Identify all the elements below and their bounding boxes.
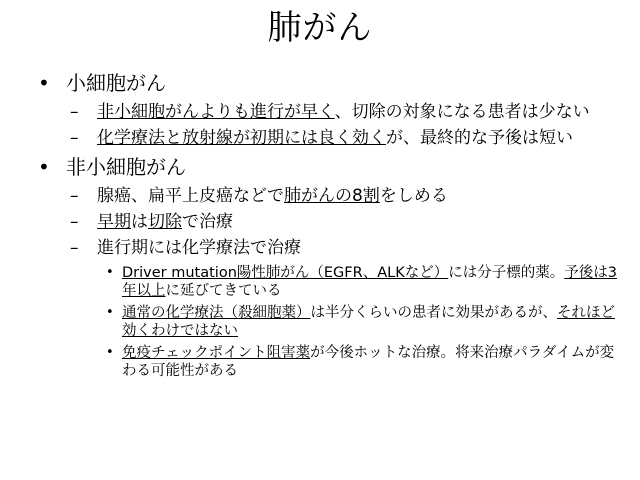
dash-marker: – <box>70 238 79 258</box>
text-segment: 腺癌、扁平上皮癌などで <box>97 186 284 206</box>
bullet-item <box>0 102 640 123</box>
bullet-marker: • <box>38 71 50 95</box>
dash-marker: – <box>70 212 79 232</box>
bullet-item <box>0 70 640 96</box>
text-segment: には分子標的薬。 <box>448 265 565 281</box>
text-segment: に延びてきている <box>165 283 282 299</box>
underlined-text-segment: 非小細胞がんよりも進行が早く <box>97 102 335 122</box>
text-segment: 小細胞がん <box>66 71 166 95</box>
slide-title: 肺がん <box>267 8 373 48</box>
text-segment: 、切除の対象になる患者は少ない <box>334 102 590 122</box>
bullet-marker: • <box>38 155 50 179</box>
text-segment: で治療 <box>182 212 233 232</box>
text-segment: が今後ホットな治療。将来治療パラダイムが変わる可能性がある <box>122 345 615 379</box>
text-segment: をしめる <box>379 186 448 206</box>
slide-content <box>0 70 640 384</box>
underlined-text-segment: 早期 <box>97 212 131 232</box>
bullet-item <box>0 304 640 340</box>
text-segment: が、最終的な予後は短い <box>386 128 573 148</box>
bullet-item <box>0 186 640 207</box>
bullet-item <box>0 128 640 149</box>
bullet-marker: • <box>106 265 114 280</box>
underlined-text-segment: 免疫チェックポイント阻害薬 <box>122 345 311 361</box>
bullet-item <box>0 344 640 380</box>
text-segment: は <box>131 212 148 232</box>
dash-marker: – <box>70 128 79 148</box>
bullet-marker: • <box>106 345 114 360</box>
text-segment: 進行期には化学療法で治療 <box>97 238 301 258</box>
text-segment: 非小細胞がん <box>66 155 186 179</box>
dash-marker: – <box>70 102 79 122</box>
bullet-item <box>0 212 640 233</box>
underlined-text-segment: 切除 <box>148 212 182 232</box>
underlined-text-segment: それほど効くわけではない <box>122 305 615 339</box>
dash-marker: – <box>70 186 79 206</box>
text-segment: は半分くらいの患者に効果があるが、 <box>310 305 557 321</box>
bullet-item <box>0 238 640 259</box>
bullet-marker: • <box>106 305 114 320</box>
underlined-text-segment: Driver mutation陽性肺がん（EGFR、ALKなど） <box>122 265 449 281</box>
bullet-item <box>0 154 640 180</box>
underlined-text-segment: 化学療法と放射線が初期には良く効く <box>97 128 386 148</box>
underlined-text-segment: 予後は3年以上 <box>122 265 617 299</box>
bullet-item <box>0 264 640 300</box>
underlined-text-segment: 通常の化学療法（殺細胞薬） <box>122 305 311 321</box>
underlined-text-segment: 肺がんの8割 <box>284 186 380 206</box>
